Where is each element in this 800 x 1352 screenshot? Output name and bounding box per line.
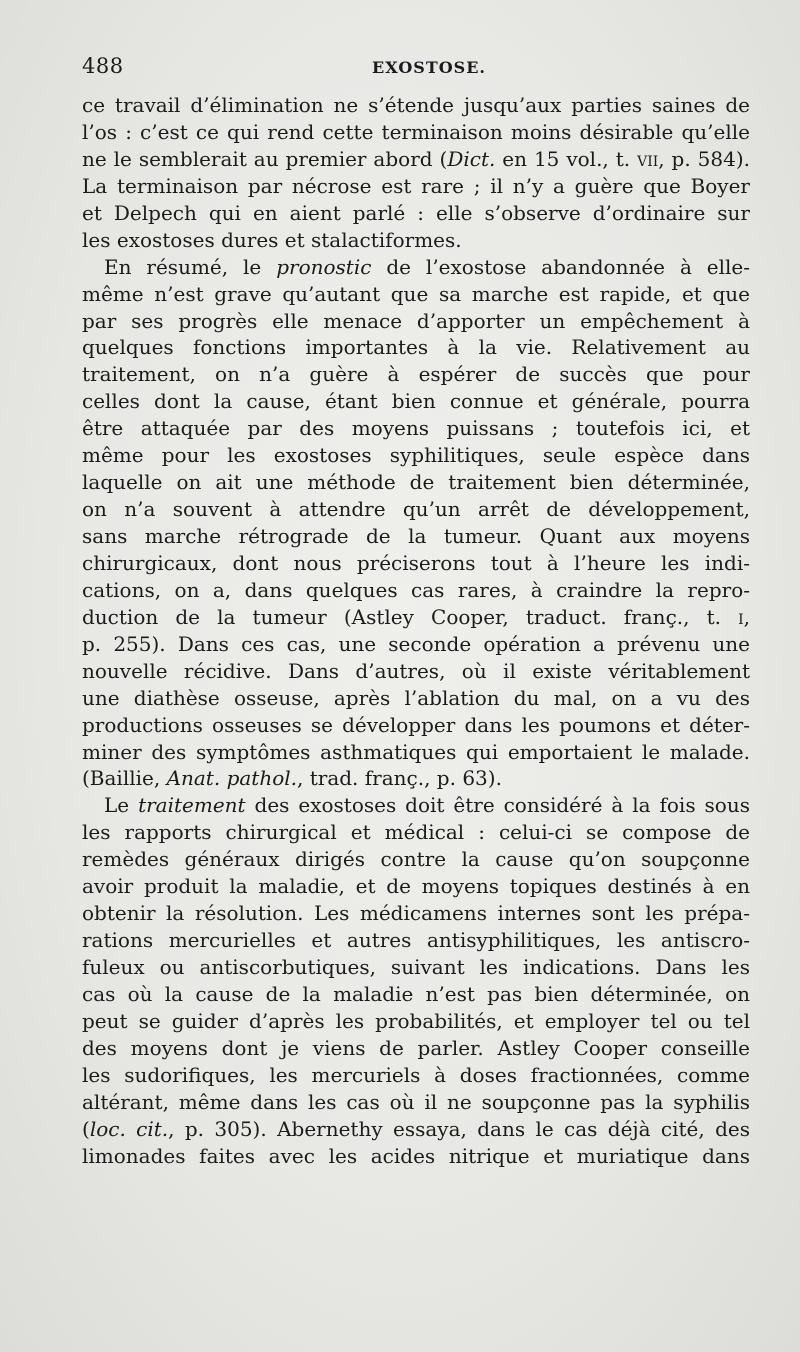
text-line: productions osseuses se développer dans les poumons et déter- bbox=[82, 712, 750, 737]
text-line: ce travail d’élimination ne s’étende jusqu’aux parties saines de bbox=[82, 93, 750, 117]
text-line: cations, on a, dans quelques cas rares, à craindre la repro- bbox=[82, 577, 750, 602]
text-line: même pour les exostoses syphilitiques, seule espèce dans bbox=[82, 443, 750, 468]
text-line: celles dont la cause, étant bien connue et générale, pourra bbox=[82, 389, 750, 414]
text-line: on n’a souvent à attendre qu’un arrêt de développement, bbox=[82, 497, 750, 522]
text-line: remèdes généraux dirigés contre la cause qu’on soupçonne bbox=[82, 847, 750, 872]
text-line: par ses progrès elle menace d’apporter un empêchement à bbox=[82, 308, 750, 333]
text-line: (Baillie, Anat. pathol., trad. franç., p. 63). bbox=[82, 766, 502, 791]
text-line: En résumé, le pronostic de l’exostose abandonnée à elle- bbox=[104, 254, 750, 279]
page-header bbox=[82, 54, 750, 88]
text-line: les rapports chirurgical et médical : celui-ci se compose de bbox=[82, 820, 750, 845]
text-line: et Delpech qui en aient parlé : elle s’observe d’ordinaire sur bbox=[82, 200, 750, 225]
text-line: duction de la tumeur (Astley Cooper, traduct. franç., t. i, bbox=[82, 604, 750, 629]
text-line: sans marche rétrograde de la tumeur. Quant aux moyens bbox=[82, 524, 750, 548]
text-line: être attaquée par des moyens puissans ; toutefois ici, et bbox=[82, 416, 750, 441]
text-line: peut se guider d’après les probabilités, et employer tel ou tel bbox=[82, 1008, 750, 1033]
text-line: altérant, même dans les cas où il ne soupçonne pas la syphilis bbox=[82, 1089, 750, 1114]
body-text bbox=[82, 92, 750, 1170]
text-line: l’os : c’est ce qui rend cette terminaison moins désirable qu’elle bbox=[82, 119, 750, 144]
text-line: La terminaison par nécrose est rare ; il n’y a guère que Boyer bbox=[82, 173, 750, 198]
text-line: cas où la cause de la maladie n’est pas bien déterminée, on bbox=[82, 981, 750, 1006]
text-line: avoir produit la maladie, et de moyens topiques destinés à en bbox=[82, 874, 750, 899]
running-head: EXOSTOSE. bbox=[372, 58, 486, 77]
text-line: traitement, on n’a guère à espérer de succès que pour bbox=[82, 362, 750, 387]
text-line: des moyens dont je viens de parler. Astley Cooper conseille bbox=[82, 1035, 750, 1060]
text-line: chirurgicaux, dont nous préciserons tout à l’heure les indi- bbox=[82, 550, 750, 575]
text-line: p. 255). Dans ces cas, une seconde opération a prévenu une bbox=[82, 631, 750, 656]
page-number: 488 bbox=[82, 54, 124, 78]
text-line: laquelle on ait une méthode de traitement bien déterminée, bbox=[82, 470, 750, 495]
text-line: nouvelle récidive. Dans d’autres, où il existe véritablement bbox=[82, 658, 750, 683]
text-line: miner des symptômes asthmatiques qui emportaient le malade. bbox=[82, 739, 750, 764]
text-line: fuleux ou antiscorbutiques, suivant les indications. Dans les bbox=[82, 955, 750, 979]
text-line: même n’est grave qu’autant que sa marche est rapide, et que bbox=[82, 281, 750, 306]
text-line: une diathèse osseuse, après l’ablation du mal, on a vu des bbox=[82, 685, 750, 710]
text-line: les exostoses dures et stalactiformes. bbox=[82, 227, 462, 252]
text-line: les sudorifiques, les mercuriels à doses fractionnées, comme bbox=[82, 1062, 750, 1087]
text-line: obtenir la résolution. Les médicamens internes sont les prépa- bbox=[82, 901, 750, 926]
text-line: rations mercurielles et autres antisyphilitiques, les antiscro- bbox=[82, 928, 750, 953]
text-line: limonades faites avec les acides nitrique et muriatique dans bbox=[82, 1143, 750, 1168]
text-line: (loc. cit., p. 305). Abernethy essaya, dans le cas déjà cité, des bbox=[82, 1116, 750, 1141]
text-line: ne le semblerait au premier abord (Dict. en 15 vol., t. vii, p. 584). bbox=[82, 146, 750, 171]
text-line: quelques fonctions importantes à la vie. Relativement au bbox=[82, 335, 750, 360]
text-line: Le traitement des exostoses doit être considéré à la fois sous bbox=[104, 793, 750, 818]
